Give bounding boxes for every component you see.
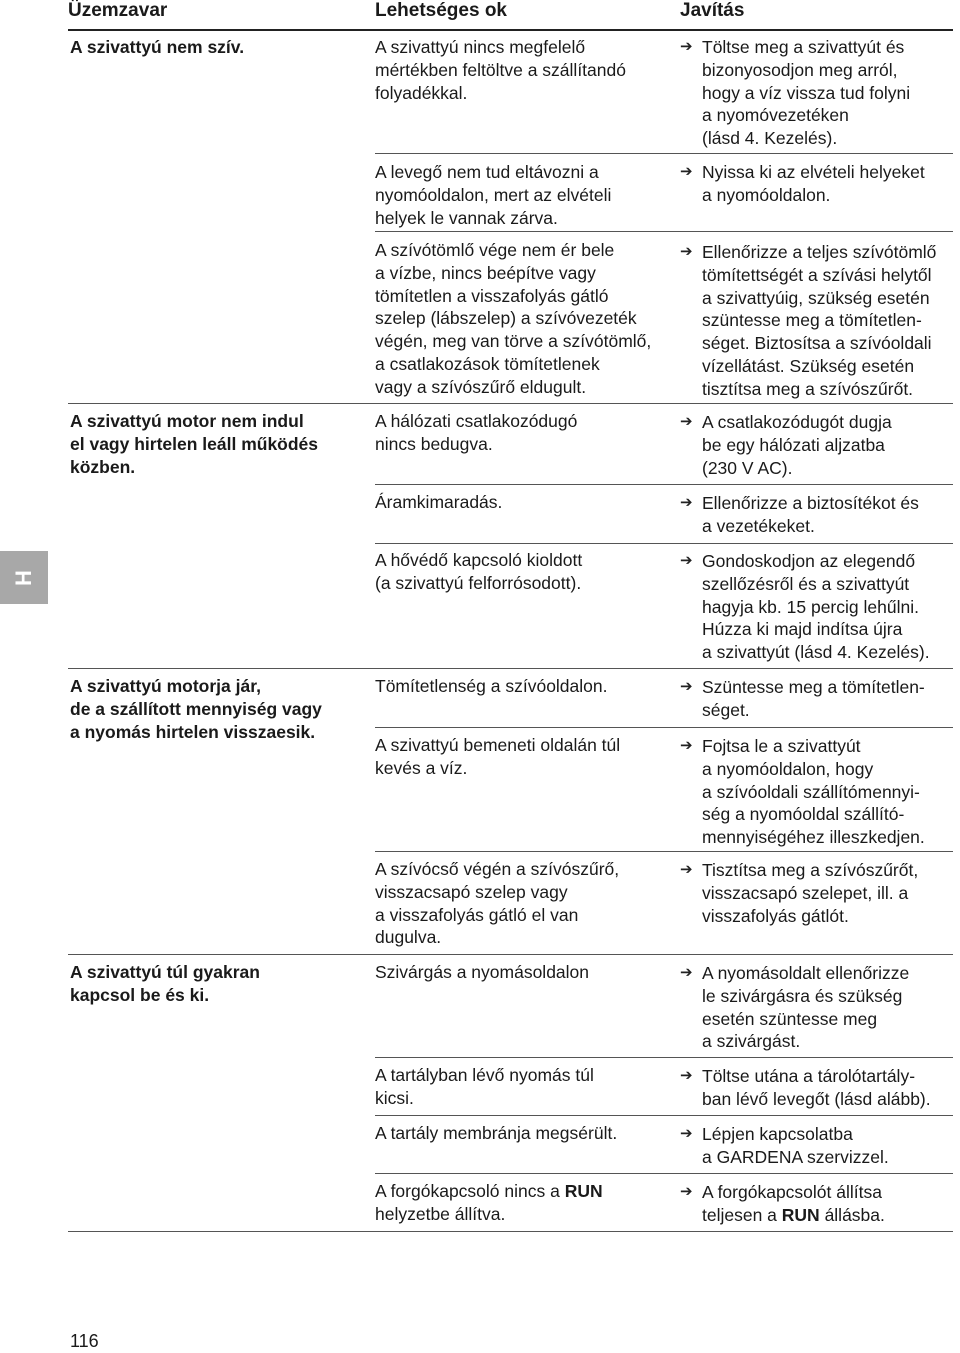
text-line: hogy a víz vissza tud folyni (702, 82, 911, 103)
row-divider (375, 484, 953, 485)
row-divider (375, 153, 953, 154)
arrow-icon: ➔ (680, 964, 693, 981)
remedy-text (680, 36, 960, 150)
text-line: Áramkimaradás. (375, 492, 503, 512)
text-line: Ellenőrizze a biztosítékot és (702, 493, 919, 513)
text-line: (230 V AC). (702, 457, 793, 478)
row-divider (375, 1057, 953, 1058)
text-run: állásba. (819, 1204, 885, 1225)
table-bottom-rule (68, 1231, 953, 1232)
text-line: Szivárgás a nyomásoldalon (375, 962, 590, 982)
text-line: mennyiségéhez illeszkedjen. (702, 827, 925, 848)
remedy-text (680, 241, 960, 401)
text-line: Gondoskodjon az elegendő (702, 551, 916, 571)
symptom-text (70, 675, 360, 743)
text-line: A szívócső végén a szívószűrő, (375, 859, 620, 879)
remedy-text (680, 550, 960, 664)
text-line: A szivattyú nincs megfelelő (375, 37, 586, 57)
remedy-text (680, 962, 960, 1053)
text-line: szellőzésről és a szivattyút (702, 573, 910, 594)
text-line: de a szállított mennyiség vagy (70, 698, 322, 719)
text-line (375, 1180, 667, 1203)
symptom-text (70, 36, 360, 59)
text-line: A nyomásoldalt ellenőrizze (702, 963, 910, 983)
text-line: a visszafolyás gátló el van (375, 904, 579, 925)
header-remedy: Javítás (680, 0, 745, 21)
text-line: A hálózati csatlakozódugó (375, 411, 578, 431)
row-divider (375, 1115, 953, 1116)
arrow-icon: ➔ (680, 861, 693, 878)
text-line: nincs bedugva. (375, 433, 493, 454)
text-line: A tartályban lévő nyomás túl (375, 1065, 594, 1085)
text-line: A tartály membránja megsérült. (375, 1123, 618, 1143)
text-line: le szivárgásra és szükség (702, 985, 903, 1006)
text-line: Húzza ki majd indítsa újra (702, 619, 903, 640)
text-line: a GARDENA szervizzel. (702, 1146, 889, 1167)
text-line: vagy a szívószűrő eldugult. (375, 376, 587, 397)
text-line: a nyomás hirtelen visszaesik. (70, 721, 316, 742)
remedy-text (680, 411, 960, 479)
text-line: kevés a víz. (375, 757, 468, 778)
arrow-icon: ➔ (680, 1067, 693, 1084)
text-line: dugulva. (375, 927, 442, 948)
text-line: nyomóoldalon, mert az elvételi (375, 184, 612, 205)
text-line: bizonyosodjon meg arról, (702, 59, 898, 80)
text-line: kicsi. (375, 1087, 414, 1108)
arrow-icon: ➔ (680, 163, 693, 180)
text-line: helyzetbe állítva. (375, 1203, 506, 1224)
text-line: Fojtsa le a szivattyút (702, 736, 861, 756)
row-divider (375, 543, 953, 544)
arrow-icon: ➔ (680, 552, 693, 569)
section-divider (68, 403, 953, 404)
cause-text (375, 239, 667, 399)
remedy-text (680, 859, 960, 927)
cause-text (375, 675, 667, 698)
row-divider (375, 727, 953, 728)
text-line: Nyissa ki az elvételi helyeket (702, 162, 925, 182)
text-line: a szívóoldali szállítómennyi- (702, 781, 920, 802)
text-line: séget. (702, 699, 750, 720)
text-line: közben. (70, 456, 136, 477)
text-line: a szivattyúig, szükség esetén (702, 287, 930, 308)
text-run: A forgókapcsoló nincs a (375, 1181, 565, 1201)
arrow-icon: ➔ (680, 1183, 693, 1200)
text-line: visszacsapó szelep vagy (375, 881, 568, 902)
text-line: tömítettségét a szívási helytől (702, 264, 932, 285)
arrow-icon: ➔ (680, 413, 693, 430)
remedy-text (680, 1065, 960, 1111)
remedy-text (680, 676, 960, 722)
section-tab (0, 551, 48, 604)
text-line: visszafolyás gátlót. (702, 905, 849, 926)
text-line: séget. Biztosítsa a szívóoldali (702, 333, 932, 354)
cause-text (375, 491, 667, 514)
cause-text (375, 410, 667, 456)
header-cause: Lehetséges ok (375, 0, 507, 21)
cause-text (375, 1064, 667, 1110)
text-line: mértékben feltöltve a szállítandó (375, 59, 626, 80)
text-line: A szívótömlő vége nem ér bele (375, 240, 615, 260)
text-line: ség a nyomóoldal szállító- (702, 804, 905, 825)
remedy-text (680, 735, 960, 849)
run-keyword: RUN (781, 1204, 820, 1225)
cause-text (375, 161, 667, 229)
text-line: kapcsol be és ki. (70, 984, 210, 1005)
text-line: A szivattyú bemeneti oldalán túl (375, 735, 621, 755)
text-line: A szivattyú nem szív. (70, 37, 245, 57)
text-line: ban lévő levegőt (lásd alább). (702, 1088, 931, 1109)
arrow-icon: ➔ (680, 1125, 693, 1142)
remedy-text (680, 492, 960, 538)
row-divider (375, 851, 953, 852)
row-divider (375, 1173, 953, 1174)
symptom-text (70, 410, 360, 478)
text-run: teljesen a (702, 1204, 782, 1225)
remedy-text (680, 1181, 960, 1227)
arrow-icon: ➔ (680, 737, 693, 754)
cause-text (375, 1180, 667, 1226)
cause-text (375, 1122, 667, 1145)
text-line: folyadékkal. (375, 82, 468, 103)
text-line: végén, meg van törve a szívótömlő, (375, 331, 652, 352)
text-line: A szivattyú motor nem indul (70, 411, 304, 431)
text-line: a vízbe, nincs beépítve vagy (375, 262, 596, 283)
cause-text (375, 961, 667, 984)
text-line: a nyomóoldalon. (702, 184, 831, 205)
symptom-text (70, 961, 360, 1007)
cause-text (375, 734, 667, 780)
text-line: visszacsapó szelepet, ill. a (702, 882, 909, 903)
arrow-icon: ➔ (680, 243, 693, 260)
text-line: a nyomóvezetéken (702, 105, 849, 126)
cause-text (375, 549, 667, 595)
text-line (702, 1204, 960, 1227)
text-line: vízellátást. Szükség esetén (702, 355, 915, 376)
text-line: tisztítsa meg a szívószűrőt. (702, 378, 914, 399)
run-keyword: RUN (564, 1181, 603, 1201)
text-line: a csatlakozások tömítetlenek (375, 353, 600, 374)
text-line: be egy hálózati aljzatba (702, 434, 885, 455)
text-line: el vagy hirtelen leáll működés (70, 433, 319, 454)
text-line: Tömítetlenség a szívóoldalon. (375, 676, 608, 696)
remedy-text (680, 161, 960, 207)
text-line: a vezetékeket. (702, 515, 815, 536)
text-line: szüntesse meg a tömítetlen- (702, 310, 922, 331)
text-line: Szüntesse meg a tömítetlen- (702, 677, 925, 697)
text-line: A csatlakozódugót dugja (702, 412, 892, 432)
cause-text (375, 858, 667, 949)
text-line: A levegő nem tud eltávozni a (375, 162, 599, 182)
text-line: a szivárgást. (702, 1031, 801, 1052)
text-line: A szivattyú túl gyakran (70, 962, 260, 982)
section-divider (68, 668, 953, 669)
text-line: Lépjen kapcsolatba (702, 1124, 853, 1144)
text-line: A forgókapcsolót állítsa (702, 1182, 882, 1202)
header-symptom: Üzemzavar (68, 0, 168, 21)
cause-text (375, 36, 667, 104)
text-line: tömítetlen a visszafolyás gátló (375, 285, 609, 306)
text-line: (a szivattyú felforrósodott). (375, 572, 582, 593)
section-tab-label: H (10, 569, 36, 586)
page-number: 116 (70, 1331, 99, 1351)
text-line: a szivattyút (lásd 4. Kezelés). (702, 642, 930, 663)
text-line: A szivattyú motorja jár, (70, 676, 261, 696)
text-line: Töltse utána a tárolótartály- (702, 1066, 916, 1086)
text-line: helyek le vannak zárva. (375, 207, 558, 228)
arrow-icon: ➔ (680, 678, 693, 695)
text-line: hagyja kb. 15 percig lehűlni. (702, 596, 919, 617)
arrow-icon: ➔ (680, 494, 693, 511)
text-line: Ellenőrizze a teljes szívótömlő (702, 242, 937, 262)
header-rule (68, 29, 953, 31)
text-line: A hővédő kapcsoló kioldott (375, 550, 583, 570)
text-line: a nyomóoldalon, hogy (702, 758, 874, 779)
text-line: esetén szüntesse meg (702, 1008, 878, 1029)
text-line: (lásd 4. Kezelés). (702, 128, 838, 149)
text-line: Töltse meg a szivattyút és (702, 37, 905, 57)
remedy-text (680, 1123, 960, 1169)
section-divider (68, 954, 953, 955)
text-line: szelep (lábszelep) a szívóvezeték (375, 308, 637, 329)
arrow-icon: ➔ (680, 38, 693, 55)
row-divider (375, 231, 953, 232)
text-line: Tisztítsa meg a szívószűrőt, (702, 860, 919, 880)
